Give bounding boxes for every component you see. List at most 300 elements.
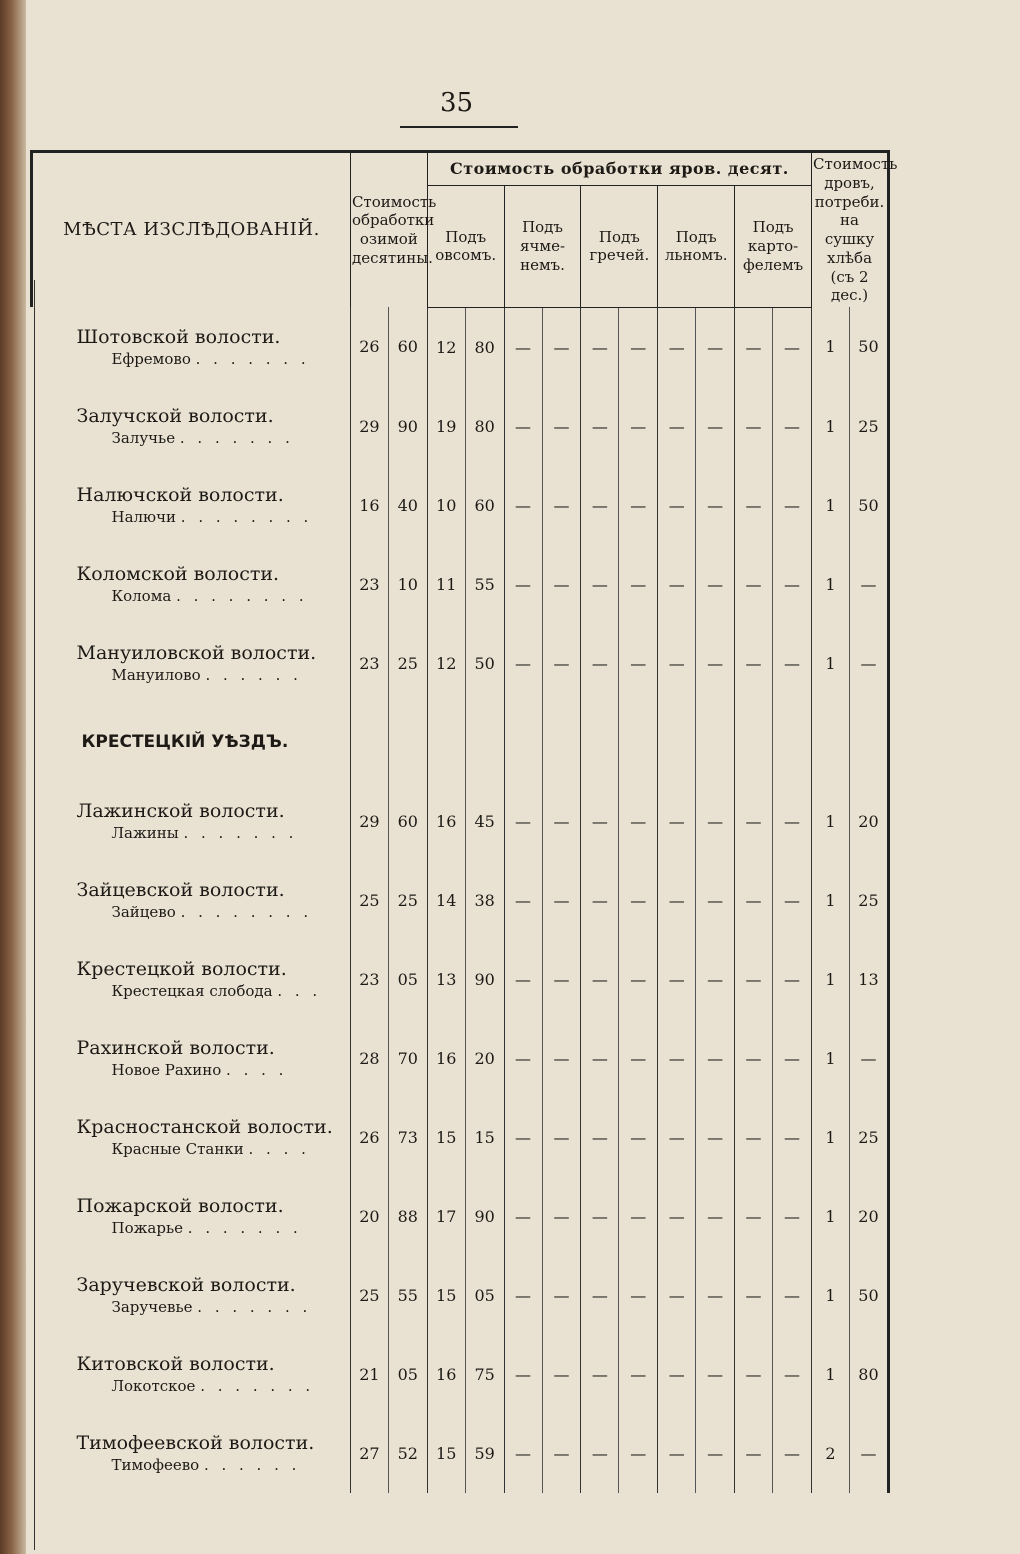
volost-name: Лажинской волости. xyxy=(76,800,285,822)
place-cell xyxy=(32,1414,351,1493)
firewood-kop: — xyxy=(849,545,888,624)
firewood-rub: 1 xyxy=(812,940,850,1019)
village-name xyxy=(32,1140,350,1158)
oats-rub: 11 xyxy=(427,545,465,624)
potato-rub: — xyxy=(735,1177,773,1256)
potato-rub: — xyxy=(735,940,773,1019)
oats-rub: 16 xyxy=(427,1335,465,1414)
oats-rub: 12 xyxy=(427,307,465,387)
table-row xyxy=(32,1098,889,1177)
potato-kop: — xyxy=(772,545,811,624)
buckwheat-kop: — xyxy=(619,387,658,466)
table-body xyxy=(32,307,889,1493)
firewood-kop: 50 xyxy=(849,307,888,387)
volost-name: Залучской волости. xyxy=(76,405,274,427)
leader-dots: . . . . xyxy=(226,1061,288,1079)
flax-kop: — xyxy=(696,1414,735,1493)
village-label: Залучье xyxy=(111,429,180,447)
barley-rub: — xyxy=(504,782,542,861)
winter-kop: 88 xyxy=(388,1177,427,1256)
oats-rub: 15 xyxy=(427,1256,465,1335)
leader-dots: . . . . . . . . xyxy=(176,587,308,605)
leader-dots: . . . . . . . xyxy=(195,349,310,368)
flax-rub: — xyxy=(658,307,696,387)
winter-kop: 40 xyxy=(388,466,427,545)
firewood-rub: 1 xyxy=(812,466,850,545)
table-row xyxy=(32,861,889,940)
place-cell xyxy=(32,940,351,1019)
potato-rub: — xyxy=(735,1098,773,1177)
buckwheat-kop: — xyxy=(619,1335,658,1414)
volost-name: Зайцевской волости. xyxy=(76,879,285,901)
volost-name: Шотовской волости. xyxy=(76,325,281,348)
village-name xyxy=(32,587,350,605)
barley-kop: — xyxy=(542,1335,581,1414)
table-row xyxy=(32,545,889,624)
place-cell xyxy=(32,1019,351,1098)
flax-rub: — xyxy=(658,782,696,861)
barley-rub: — xyxy=(504,624,542,703)
firewood-rub: 1 xyxy=(812,387,850,466)
oats-rub: 16 xyxy=(427,1019,465,1098)
buckwheat-rub: — xyxy=(581,466,619,545)
firewood-kop: 20 xyxy=(849,1177,888,1256)
village-name xyxy=(32,1061,350,1079)
leader-dots: . . . . . . . xyxy=(179,429,294,447)
empty-cell xyxy=(427,703,465,782)
barley-rub: — xyxy=(504,466,542,545)
table-row xyxy=(32,624,889,703)
buckwheat-kop: — xyxy=(619,1256,658,1335)
flax-kop: — xyxy=(696,466,735,545)
barley-kop: — xyxy=(542,861,581,940)
place-cell xyxy=(32,1177,351,1256)
buckwheat-rub: — xyxy=(581,940,619,1019)
empty-cell xyxy=(849,703,888,782)
buckwheat-rub: — xyxy=(581,861,619,940)
winter-rub: 25 xyxy=(350,1256,388,1335)
potato-kop: — xyxy=(772,1335,811,1414)
header-firewood-cost: Стоимость дровъ, потреби. на сушку хлѣба (съ 2 дес.) xyxy=(812,152,889,308)
empty-cell xyxy=(812,703,850,782)
volost-name: Коломской волости. xyxy=(76,563,280,585)
buckwheat-rub: — xyxy=(581,307,619,387)
winter-kop: 70 xyxy=(388,1019,427,1098)
village-label: Зайцево xyxy=(111,903,181,921)
leader-dots: . . . xyxy=(277,982,322,1000)
winter-kop: 60 xyxy=(388,307,427,387)
potato-rub: — xyxy=(735,1414,773,1493)
place-cell xyxy=(32,387,351,466)
volost-name: Рахинской волости. xyxy=(76,1037,275,1059)
leader-dots: . . . . . . . xyxy=(187,1219,302,1237)
potato-rub: — xyxy=(735,861,773,940)
oats-kop: 38 xyxy=(465,861,504,940)
flax-rub: — xyxy=(658,624,696,703)
firewood-kop: 13 xyxy=(849,940,888,1019)
flax-kop: — xyxy=(696,782,735,861)
empty-cell xyxy=(504,703,542,782)
barley-rub: — xyxy=(504,861,542,940)
header-buckwheat: Подъ гречей. xyxy=(581,186,658,308)
oats-rub: 15 xyxy=(427,1098,465,1177)
winter-rub: 23 xyxy=(350,624,388,703)
winter-rub: 25 xyxy=(350,861,388,940)
firewood-rub: 1 xyxy=(812,1019,850,1098)
buckwheat-rub: — xyxy=(581,1019,619,1098)
barley-kop: — xyxy=(542,1098,581,1177)
firewood-kop: 20 xyxy=(849,782,888,861)
place-cell xyxy=(32,861,351,940)
flax-rub: — xyxy=(658,1098,696,1177)
place-cell xyxy=(32,307,351,387)
village-name xyxy=(32,903,350,921)
potato-kop: — xyxy=(772,1177,811,1256)
empty-cell xyxy=(465,703,504,782)
place-cell xyxy=(32,624,351,703)
leader-dots: . . . . . . . xyxy=(197,1298,312,1316)
village-label: Ефремово xyxy=(111,349,196,368)
buckwheat-kop: — xyxy=(619,1414,658,1493)
barley-kop: — xyxy=(542,307,581,387)
barley-kop: — xyxy=(542,466,581,545)
leader-dots: . . . . . . . xyxy=(183,824,298,842)
firewood-rub: 1 xyxy=(812,1177,850,1256)
buckwheat-rub: — xyxy=(581,1098,619,1177)
winter-kop: 52 xyxy=(388,1414,427,1493)
flax-kop: — xyxy=(696,1177,735,1256)
oats-kop: 90 xyxy=(465,1177,504,1256)
place-cell xyxy=(32,1335,351,1414)
leader-dots: . . . . xyxy=(248,1140,310,1158)
place-cell xyxy=(32,1098,351,1177)
buckwheat-kop: — xyxy=(619,1098,658,1177)
potato-kop: — xyxy=(772,782,811,861)
header-places: МѢСТА ИЗСЛѢДОВАНІЙ. xyxy=(32,152,351,308)
header-spring-group: Стоимость обработки яров. десят. xyxy=(427,152,811,186)
header-oats: Подъ овсомъ. xyxy=(427,186,504,308)
buckwheat-kop: — xyxy=(619,940,658,1019)
table-row xyxy=(32,703,889,782)
potato-rub: — xyxy=(735,466,773,545)
potato-rub: — xyxy=(735,1019,773,1098)
table-row xyxy=(32,1414,889,1493)
buckwheat-kop: — xyxy=(619,1177,658,1256)
winter-rub: 21 xyxy=(350,1335,388,1414)
village-name xyxy=(32,508,350,526)
village-label: Локотское xyxy=(111,1377,201,1395)
place-cell xyxy=(32,1256,351,1335)
village-label: Мануилово xyxy=(111,666,206,684)
volost-name: Заручевской волости. xyxy=(76,1274,296,1296)
flax-rub: — xyxy=(658,1177,696,1256)
empty-cell xyxy=(542,703,581,782)
village-label: Новое Рахино xyxy=(111,1061,227,1079)
firewood-rub: 1 xyxy=(812,782,850,861)
buckwheat-kop: — xyxy=(619,624,658,703)
barley-rub: — xyxy=(504,1335,542,1414)
volost-name: Китовской волости. xyxy=(76,1353,275,1375)
winter-kop: 55 xyxy=(388,1256,427,1335)
table-row xyxy=(32,1177,889,1256)
firewood-rub: 1 xyxy=(812,545,850,624)
winter-kop: 25 xyxy=(388,861,427,940)
potato-kop: — xyxy=(772,1256,811,1335)
empty-cell xyxy=(735,703,773,782)
barley-kop: — xyxy=(542,940,581,1019)
flax-kop: — xyxy=(696,940,735,1019)
oats-rub: 17 xyxy=(427,1177,465,1256)
barley-rub: — xyxy=(504,1098,542,1177)
village-label: Пожарье xyxy=(111,1219,188,1237)
oats-rub: 19 xyxy=(427,387,465,466)
flax-kop: — xyxy=(696,1256,735,1335)
oats-rub: 13 xyxy=(427,940,465,1019)
winter-rub: 29 xyxy=(350,387,388,466)
barley-rub: — xyxy=(504,307,542,387)
firewood-kop: 25 xyxy=(849,861,888,940)
village-label: Тимофеево xyxy=(111,1456,204,1474)
barley-kop: — xyxy=(542,1256,581,1335)
header-potato: Подъ карто-фелемъ xyxy=(735,186,812,308)
header-barley: Подъ ячме-немъ. xyxy=(504,186,581,308)
leader-dots: . . . . . . xyxy=(203,1456,301,1474)
barley-rub: — xyxy=(504,1256,542,1335)
barley-rub: — xyxy=(504,940,542,1019)
winter-kop: 90 xyxy=(388,387,427,466)
potato-kop: — xyxy=(772,307,811,387)
leader-dots: . . . . . . xyxy=(205,666,302,684)
potato-rub: — xyxy=(735,387,773,466)
winter-kop: 05 xyxy=(388,1335,427,1414)
buckwheat-kop: — xyxy=(619,466,658,545)
oats-kop: 50 xyxy=(465,624,504,703)
winter-rub: 16 xyxy=(350,466,388,545)
barley-rub: — xyxy=(504,545,542,624)
buckwheat-rub: — xyxy=(581,387,619,466)
winter-rub: 29 xyxy=(350,782,388,861)
table-row xyxy=(32,1256,889,1335)
table-row xyxy=(32,387,889,466)
flax-rub: — xyxy=(658,387,696,466)
barley-kop: — xyxy=(542,545,581,624)
firewood-rub: 1 xyxy=(812,624,850,703)
potato-kop: — xyxy=(772,1098,811,1177)
barley-rub: — xyxy=(504,1019,542,1098)
village-label: Лажины xyxy=(111,824,184,842)
leader-dots: . . . . . . . . xyxy=(180,903,313,921)
potato-kop: — xyxy=(772,624,811,703)
village-name xyxy=(32,429,350,447)
book-binding-edge xyxy=(0,0,26,1554)
barley-kop: — xyxy=(542,387,581,466)
buckwheat-rub: — xyxy=(581,782,619,861)
barley-rub: — xyxy=(504,1414,542,1493)
village-label: Заручевье xyxy=(111,1298,198,1316)
flax-kop: — xyxy=(696,545,735,624)
firewood-kop: — xyxy=(849,1019,888,1098)
winter-rub: 23 xyxy=(350,940,388,1019)
potato-kop: — xyxy=(772,1414,811,1493)
district-heading: КРЕСТЕЦКІЙ УѢЗДЪ. xyxy=(81,732,289,752)
firewood-kop: 25 xyxy=(849,387,888,466)
winter-kop: 10 xyxy=(388,545,427,624)
flax-kop: — xyxy=(696,307,735,387)
oats-rub: 15 xyxy=(427,1414,465,1493)
firewood-kop: 50 xyxy=(849,1256,888,1335)
potato-rub: — xyxy=(735,782,773,861)
table-row xyxy=(32,1335,889,1414)
potato-rub: — xyxy=(735,624,773,703)
flax-rub: — xyxy=(658,466,696,545)
table-row xyxy=(32,466,889,545)
empty-cell xyxy=(658,703,696,782)
volost-name: Крестецкой волости. xyxy=(76,958,287,980)
buckwheat-rub: — xyxy=(581,1335,619,1414)
flax-kop: — xyxy=(696,1019,735,1098)
village-name xyxy=(32,1298,350,1316)
cost-table xyxy=(30,150,898,1493)
potato-rub: — xyxy=(735,1256,773,1335)
place-cell xyxy=(32,466,351,545)
flax-kop: — xyxy=(696,1098,735,1177)
flax-rub: — xyxy=(658,1256,696,1335)
winter-rub: 26 xyxy=(350,307,388,387)
barley-kop: — xyxy=(542,782,581,861)
table-row xyxy=(32,782,889,861)
firewood-kop: 50 xyxy=(849,466,888,545)
winter-kop: 73 xyxy=(388,1098,427,1177)
flax-rub: — xyxy=(658,1414,696,1493)
flax-kop: — xyxy=(696,624,735,703)
potato-kop: — xyxy=(772,1019,811,1098)
flax-rub: — xyxy=(658,940,696,1019)
buckwheat-kop: — xyxy=(619,861,658,940)
winter-rub: 20 xyxy=(350,1177,388,1256)
village-label: Налючи xyxy=(111,508,181,526)
village-label: Красные Станки xyxy=(111,1140,249,1158)
buckwheat-kop: — xyxy=(619,545,658,624)
oats-rub: 10 xyxy=(427,466,465,545)
village-name xyxy=(32,1456,350,1474)
barley-rub: — xyxy=(504,1177,542,1256)
empty-cell xyxy=(350,703,388,782)
oats-rub: 14 xyxy=(427,861,465,940)
village-label: Колома xyxy=(111,587,177,605)
flax-kop: — xyxy=(696,387,735,466)
winter-rub: 27 xyxy=(350,1414,388,1493)
empty-cell xyxy=(619,703,658,782)
oats-kop: 55 xyxy=(465,545,504,624)
firewood-kop: 25 xyxy=(849,1098,888,1177)
oats-kop: 59 xyxy=(465,1414,504,1493)
place-cell xyxy=(32,782,351,861)
firewood-rub: 1 xyxy=(812,861,850,940)
firewood-rub: 2 xyxy=(812,1414,850,1493)
winter-kop: 05 xyxy=(388,940,427,1019)
empty-cell xyxy=(772,703,811,782)
volost-name: Пожарской волости. xyxy=(76,1195,284,1217)
flax-kop: — xyxy=(696,861,735,940)
place-cell xyxy=(32,545,351,624)
buckwheat-kop: — xyxy=(619,307,658,387)
oats-kop: 45 xyxy=(465,782,504,861)
potato-rub: — xyxy=(735,1335,773,1414)
district-heading-cell xyxy=(32,703,351,782)
empty-cell xyxy=(388,703,427,782)
page-number-rule xyxy=(400,126,518,128)
volost-name: Мануиловской волости. xyxy=(76,642,317,664)
leader-dots: . . . . . . . xyxy=(200,1377,315,1395)
winter-rub: 28 xyxy=(350,1019,388,1098)
potato-kop: — xyxy=(772,466,811,545)
flax-rub: — xyxy=(658,545,696,624)
firewood-kop: — xyxy=(849,624,888,703)
oats-rub: 16 xyxy=(427,782,465,861)
firewood-rub: 1 xyxy=(812,307,850,387)
oats-kop: 60 xyxy=(465,466,504,545)
firewood-rub: 1 xyxy=(812,1098,850,1177)
winter-rub: 23 xyxy=(350,545,388,624)
barley-kop: — xyxy=(542,624,581,703)
potato-kop: — xyxy=(772,940,811,1019)
oats-kop: 90 xyxy=(465,940,504,1019)
village-label: Крестецкая слобода xyxy=(111,982,278,1000)
village-name xyxy=(32,982,350,1000)
oats-rub: 12 xyxy=(427,624,465,703)
firewood-rub: 1 xyxy=(812,1335,850,1414)
oats-kop: 75 xyxy=(465,1335,504,1414)
winter-kop: 60 xyxy=(388,782,427,861)
buckwheat-rub: — xyxy=(581,624,619,703)
buckwheat-kop: — xyxy=(619,782,658,861)
buckwheat-kop: — xyxy=(619,1019,658,1098)
buckwheat-rub: — xyxy=(581,1256,619,1335)
flax-kop: — xyxy=(696,1335,735,1414)
volost-name: Налючской волости. xyxy=(76,484,284,506)
oats-kop: 80 xyxy=(465,387,504,466)
flax-rub: — xyxy=(658,1019,696,1098)
flax-rub: — xyxy=(658,1335,696,1414)
buckwheat-rub: — xyxy=(581,1177,619,1256)
page-number: 35 xyxy=(440,88,474,118)
volost-name: Тимофеевской волости. xyxy=(76,1432,315,1454)
header-flax: Подъ льномъ. xyxy=(658,186,735,308)
barley-kop: — xyxy=(542,1177,581,1256)
village-name xyxy=(32,350,350,368)
potato-rub: — xyxy=(735,545,773,624)
winter-kop: 25 xyxy=(388,624,427,703)
volost-name: Красностанской волости. xyxy=(76,1116,333,1138)
table-row xyxy=(32,307,889,387)
potato-kop: — xyxy=(772,387,811,466)
firewood-kop: 80 xyxy=(849,1335,888,1414)
oats-kop: 15 xyxy=(465,1098,504,1177)
potato-rub: — xyxy=(735,307,773,387)
winter-rub: 26 xyxy=(350,1098,388,1177)
table-row xyxy=(32,940,889,1019)
leader-dots: . . . . . . . . xyxy=(180,508,313,526)
village-name xyxy=(32,666,350,684)
empty-cell xyxy=(696,703,735,782)
table-row xyxy=(32,1019,889,1098)
flax-rub: — xyxy=(658,861,696,940)
village-name xyxy=(32,1377,350,1395)
empty-cell xyxy=(581,703,619,782)
buckwheat-rub: — xyxy=(581,1414,619,1493)
barley-kop: — xyxy=(542,1019,581,1098)
firewood-kop: — xyxy=(849,1414,888,1493)
